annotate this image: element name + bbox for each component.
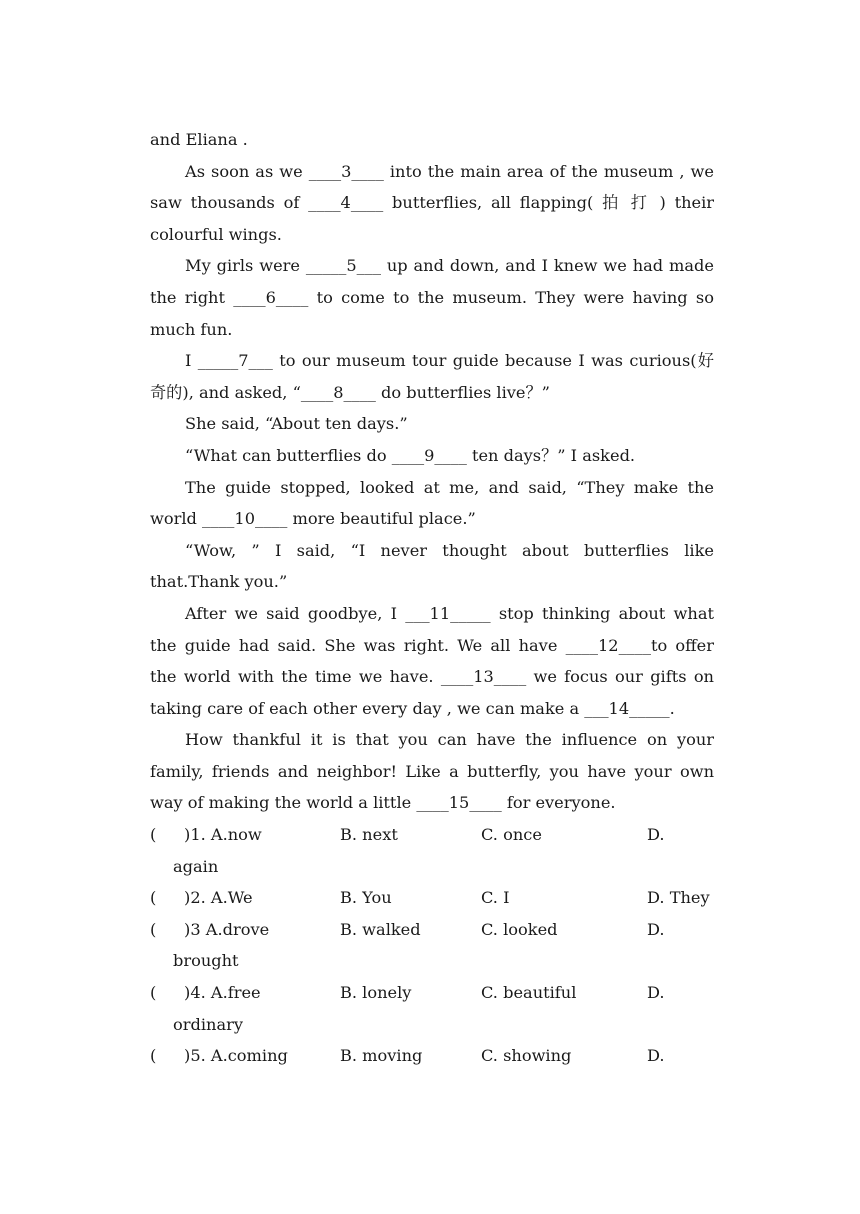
- passage-line: that.Thank you.”: [150, 572, 288, 592]
- option-a: )5. A.coming: [184, 1046, 288, 1066]
- question-2-options: [150, 882, 714, 914]
- answer-bracket: (: [150, 983, 157, 1003]
- option-d-text: again: [173, 856, 219, 876]
- passage-line: and Eliana .: [150, 130, 248, 149]
- option-c: C. looked: [481, 919, 558, 939]
- option-a: )3 A.drove: [184, 919, 270, 939]
- worksheet-page: [150, 124, 714, 1072]
- passage: [150, 124, 714, 819]
- passage-line: the guide had said. She was right. We all have ____12____to offer: [150, 635, 714, 655]
- passage-line: She said, “About ten days.”: [185, 414, 408, 434]
- question-1-options: [150, 819, 714, 851]
- option-d: D. They: [647, 888, 710, 908]
- passage-line: the right ____6____ to come to the museum. They were having so: [150, 287, 714, 307]
- answer-bracket: (: [150, 888, 157, 908]
- option-d-text: brought: [173, 951, 239, 971]
- question-5-options: [150, 1040, 714, 1072]
- passage-line: way of making the world a little ____15____ for everyone.: [150, 793, 616, 813]
- passage-line: As soon as we ____3____ into the main area of the museum , we: [185, 161, 714, 181]
- option-b: B. You: [340, 888, 392, 908]
- passage-line: much fun.: [150, 319, 233, 339]
- option-d: D.: [647, 825, 665, 845]
- passage-line: “Wow, ” I said, “I never thought about butterflies like: [185, 540, 714, 560]
- option-d: D.: [647, 983, 665, 1003]
- passage-line: “What can butterflies do ____9____ ten days？” I asked.: [185, 445, 636, 465]
- question-4-options: [150, 977, 714, 1009]
- answer-bracket: (: [150, 1046, 157, 1066]
- passage-line: My girls were _____5___ up and down, and I knew we had made: [185, 256, 714, 276]
- passage-line: saw thousands of ____4____ butterflies, all flapping( 拍 打 ) their: [150, 193, 714, 213]
- passage-line: The guide stopped, looked at me, and said, “They make the: [185, 477, 714, 497]
- answer-options: [150, 819, 714, 1072]
- option-b: B. next: [340, 825, 398, 845]
- option-d: D.: [647, 919, 665, 939]
- option-a: )1. A.now: [184, 825, 262, 845]
- passage-line: colourful wings.: [150, 224, 282, 244]
- option-a: )4. A.free: [184, 983, 261, 1003]
- passage-line: After we said goodbye, I ___11_____ stop thinking about what: [185, 603, 714, 623]
- option-c: C. once: [481, 825, 542, 845]
- option-b: B. moving: [340, 1046, 423, 1066]
- option-c: C. showing: [481, 1046, 572, 1066]
- option-d-text: ordinary: [173, 1014, 243, 1034]
- passage-line: the world with the time we have. ____13____ we focus our gifts on: [150, 667, 714, 687]
- option-b: B. walked: [340, 919, 421, 939]
- answer-bracket: (: [150, 825, 157, 845]
- option-b: B. lonely: [340, 983, 412, 1003]
- option-d: D.: [647, 1046, 665, 1066]
- option-c: C. I: [481, 888, 510, 908]
- passage-line: world ____10____ more beautiful place.”: [150, 509, 476, 529]
- passage-line: family, friends and neighbor! Like a butterfly, you have your own: [150, 761, 714, 781]
- passage-line: taking care of each other every day , we can make a ___14_____.: [150, 698, 675, 718]
- passage-line: 奇的), and asked, “____8____ do butterflies live？”: [150, 382, 550, 402]
- question-3-options: [150, 914, 714, 946]
- passage-line: I _____7___ to our museum tour guide because I was curious(好: [185, 351, 714, 371]
- answer-bracket: (: [150, 919, 157, 939]
- passage-line: How thankful it is that you can have the influence on your: [185, 730, 714, 750]
- option-c: C. beautiful: [481, 983, 577, 1003]
- option-a: )2. A.We: [184, 888, 253, 908]
